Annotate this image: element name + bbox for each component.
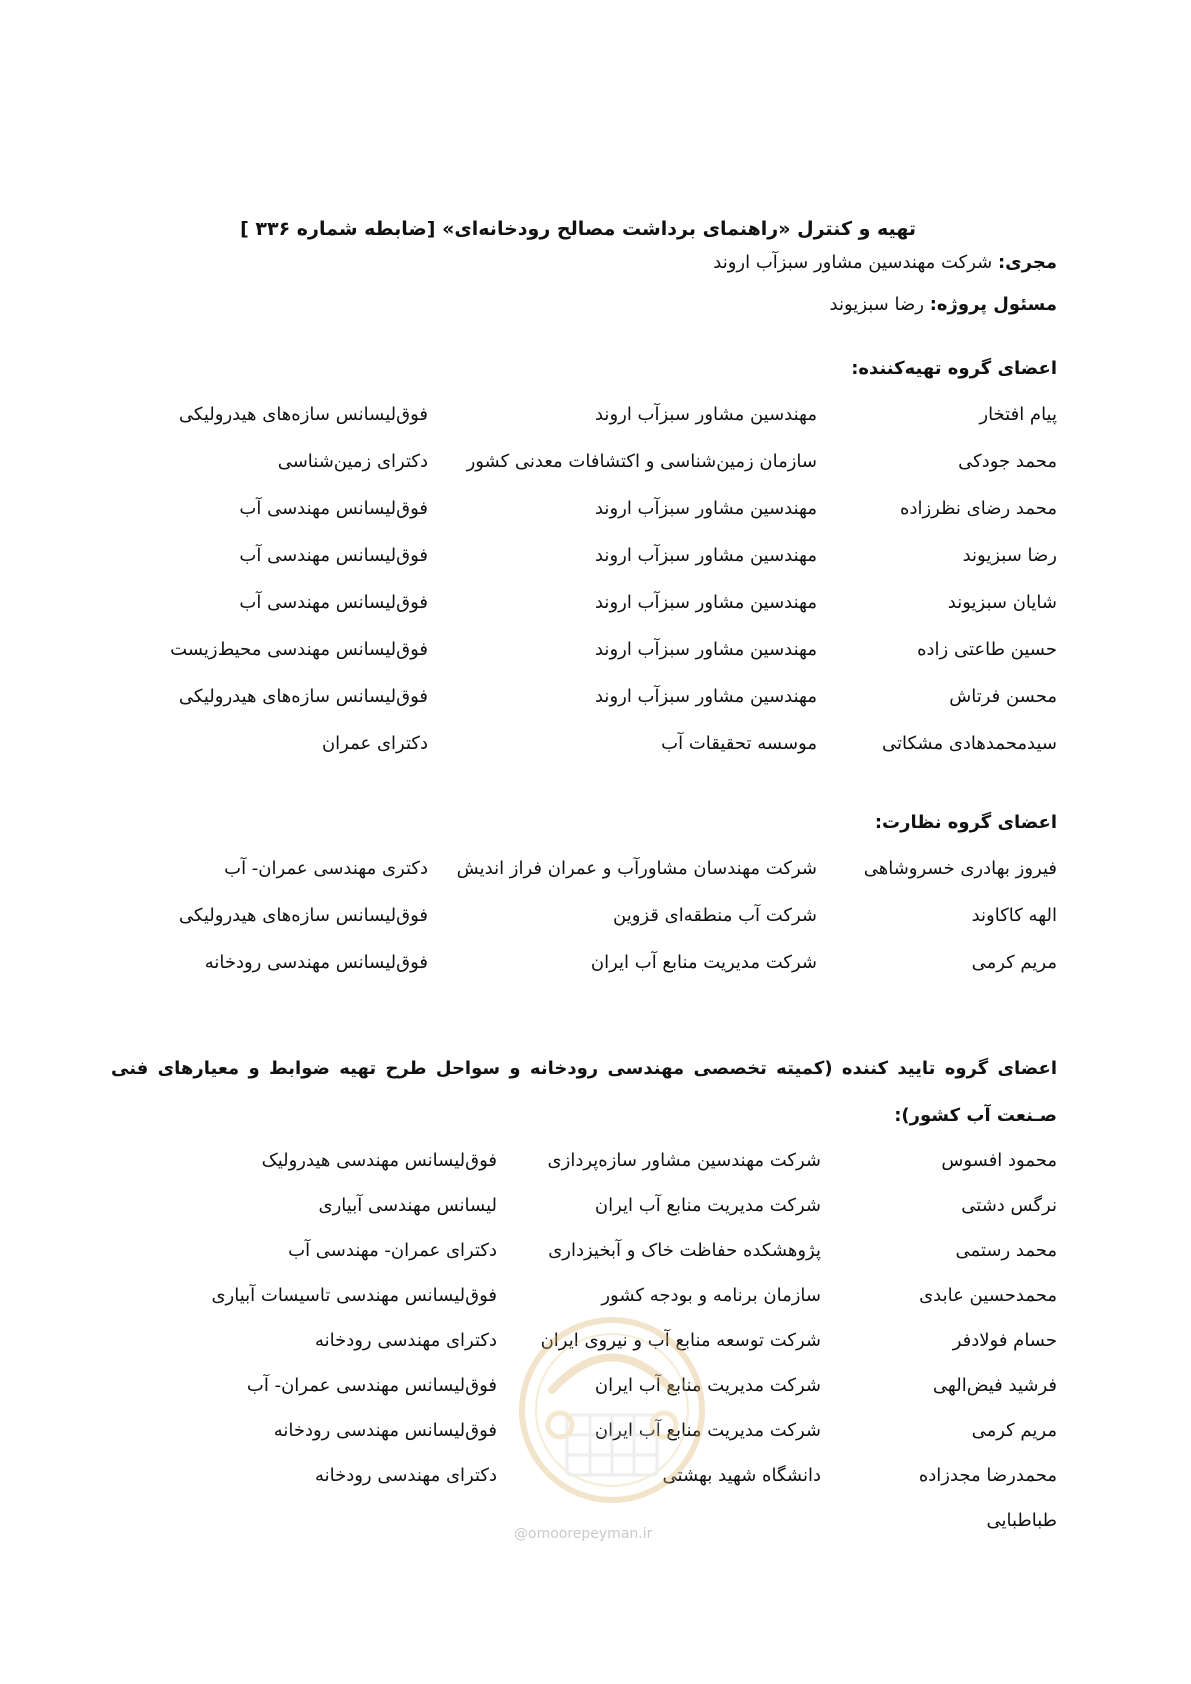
- member-organization: سازمان برنامه و بودجه کشور: [601, 1285, 821, 1306]
- member-degree: دکترای مهندسی رودخانه: [314, 1465, 497, 1486]
- member-organization: شرکت مهندسان مشاورآب و عمران فراز اندیش: [456, 858, 817, 879]
- member-organization: پژوهشکده حفاظت خاک و آبخیزداری: [548, 1240, 821, 1261]
- member-organization: شرکت مدیریت منابع آب ایران: [594, 1420, 821, 1441]
- member-name: رضا سبزیوند: [962, 545, 1057, 566]
- member-organization: مهندسین مشاور سبزآب اروند: [594, 592, 817, 613]
- preparers-heading: اعضای گروه تهیه‌کننده:: [851, 358, 1057, 379]
- member-organization: شرکت مهندسین مشاور سازه‌پردازی: [547, 1150, 821, 1171]
- member-organization: شرکت مدیریت منابع آب ایران: [594, 1375, 821, 1396]
- preparer-row: [0, 498, 1191, 545]
- member-name: پیام افتخار: [979, 404, 1057, 425]
- member-degree: فوق‌لیسانس مهندسی هیدرولیک: [261, 1150, 497, 1171]
- member-name: فیروز بهادری خسروشاهی: [863, 858, 1057, 879]
- member-name: محمد جودکی: [958, 451, 1057, 472]
- approver-row: [0, 1240, 1191, 1285]
- member-name: محمود افسوس: [941, 1150, 1057, 1171]
- executor-line: [157, 252, 1057, 273]
- member-name: سیدمحمدهادی مشکاتی: [881, 733, 1057, 754]
- approver-row: [0, 1195, 1191, 1240]
- executor-value: شرکت مهندسین مشاور سبزآب اروند: [713, 252, 993, 273]
- member-degree: فوق‌لیسانس سازه‌های هیدرولیکی: [178, 905, 428, 926]
- approvers-heading: اعضای گروه تایید کننده (کمیته تخصصی مهندسی رودخانه و سواحل طرح تهیه ضوابط و معیارهای فنی صـنعت آب کشور):: [111, 1058, 1057, 1126]
- approvers-list: [0, 1150, 1191, 1555]
- member-degree: فوق‌لیسانس مهندسی آب: [239, 592, 428, 613]
- project-manager-value: رضا سبزیوند: [829, 294, 924, 315]
- member-name: فرشید فیض‌الهی: [932, 1375, 1057, 1396]
- member-organization: دانشگاه شهید بهشتی: [662, 1465, 821, 1486]
- member-degree: دکتری مهندسی عمران- آب: [224, 858, 428, 879]
- member-name: حسام فولادفر: [952, 1330, 1057, 1351]
- preparer-row: [0, 451, 1191, 498]
- member-name: طباطبایی: [986, 1510, 1057, 1531]
- page-title: تهیه و کنترل «راهنمای برداشت مصالح رودخانه‌ای» [ضابطه شماره ۳۳۶ ]: [240, 218, 916, 240]
- member-organization: شرکت مدیریت منابع آب ایران: [594, 1195, 821, 1216]
- member-degree: فوق‌لیسانس مهندسی رودخانه: [273, 1420, 497, 1441]
- member-degree: فوق‌لیسانس مهندسی محیط‌زیست: [170, 639, 428, 660]
- preparer-row: [0, 592, 1191, 639]
- member-organization: شرکت مدیریت منابع آب ایران: [590, 952, 817, 973]
- member-name: نرگس دشتی: [961, 1195, 1057, 1216]
- member-name: الهه کاکاوند: [971, 905, 1057, 926]
- member-organization: شرکت آب منطقه‌ای قزوین: [613, 905, 817, 926]
- member-name: مریم کرمی: [971, 1420, 1057, 1441]
- member-degree: دکترای مهندسی رودخانه: [314, 1330, 497, 1351]
- member-degree: فوق‌لیسانس سازه‌های هیدرولیکی: [178, 686, 428, 707]
- project-manager-label: مسئول پروژه:: [929, 294, 1057, 315]
- member-name: شایان سبزیوند: [947, 592, 1057, 613]
- member-degree: دکترای عمران: [321, 733, 428, 754]
- member-degree: فوق‌لیسانس مهندسی آب: [239, 498, 428, 519]
- preparers-list: [0, 404, 1191, 780]
- preparer-row: [0, 733, 1191, 780]
- member-degree: دکترای زمین‌شناسی: [277, 451, 428, 472]
- member-name: محمدحسین عابدی: [919, 1285, 1057, 1306]
- member-degree: فوق‌لیسانس سازه‌های هیدرولیکی: [178, 404, 428, 425]
- member-organization: مهندسین مشاور سبزآب اروند: [594, 686, 817, 707]
- member-name: محسن فرتاش: [949, 686, 1057, 707]
- member-name: حسین طاعتی زاده: [917, 639, 1057, 660]
- supervisor-row: [0, 905, 1191, 952]
- member-degree: لیسانس مهندسی آبیاری: [318, 1195, 497, 1216]
- member-organization: مهندسین مشاور سبزآب اروند: [594, 404, 817, 425]
- member-organization: مهندسین مشاور سبزآب اروند: [594, 639, 817, 660]
- member-organization: شرکت توسعه منابع آب و نیروی ایران: [540, 1330, 821, 1351]
- supervisor-row: [0, 858, 1191, 905]
- preparer-row: [0, 404, 1191, 451]
- member-organization: موسسه تحقیقات آب: [661, 733, 817, 754]
- member-degree: فوق‌لیسانس مهندسی رودخانه: [204, 952, 428, 973]
- approver-row: [0, 1150, 1191, 1195]
- preparer-row: [0, 686, 1191, 733]
- member-organization: مهندسین مشاور سبزآب اروند: [594, 498, 817, 519]
- member-name: محمد رضای نظرزاده: [900, 498, 1057, 519]
- member-degree: فوق‌لیسانس مهندسی آب: [239, 545, 428, 566]
- member-name: محمدرضا مجدزاده: [918, 1465, 1057, 1486]
- approver-row: [0, 1285, 1191, 1330]
- approver-row: [0, 1465, 1191, 1510]
- project-manager-line: [157, 294, 1057, 315]
- member-degree: فوق‌لیسانس مهندسی عمران- آب: [246, 1375, 497, 1396]
- member-organization: سازمان زمین‌شناسی و اکتشافات معدنی کشور: [466, 451, 817, 472]
- supervisor-row: [0, 952, 1191, 999]
- preparer-row: [0, 545, 1191, 592]
- supervisors-heading: اعضای گروه نظارت:: [874, 812, 1057, 833]
- member-degree: فوق‌لیسانس مهندسی تاسیسات آبیاری: [211, 1285, 497, 1306]
- watermark-text: @omoorepeyman.ir: [514, 1526, 653, 1542]
- approver-row: [0, 1375, 1191, 1420]
- approver-row: [0, 1420, 1191, 1465]
- member-name: مریم کرمی: [971, 952, 1057, 973]
- supervisors-list: [0, 858, 1191, 999]
- member-organization: مهندسین مشاور سبزآب اروند: [594, 545, 817, 566]
- preparer-row: [0, 639, 1191, 686]
- executor-label: مجری:: [997, 252, 1057, 273]
- approver-row: [0, 1330, 1191, 1375]
- member-name: محمد رستمی: [955, 1240, 1057, 1261]
- member-degree: دکترای عمران- مهندسی آب: [288, 1240, 497, 1261]
